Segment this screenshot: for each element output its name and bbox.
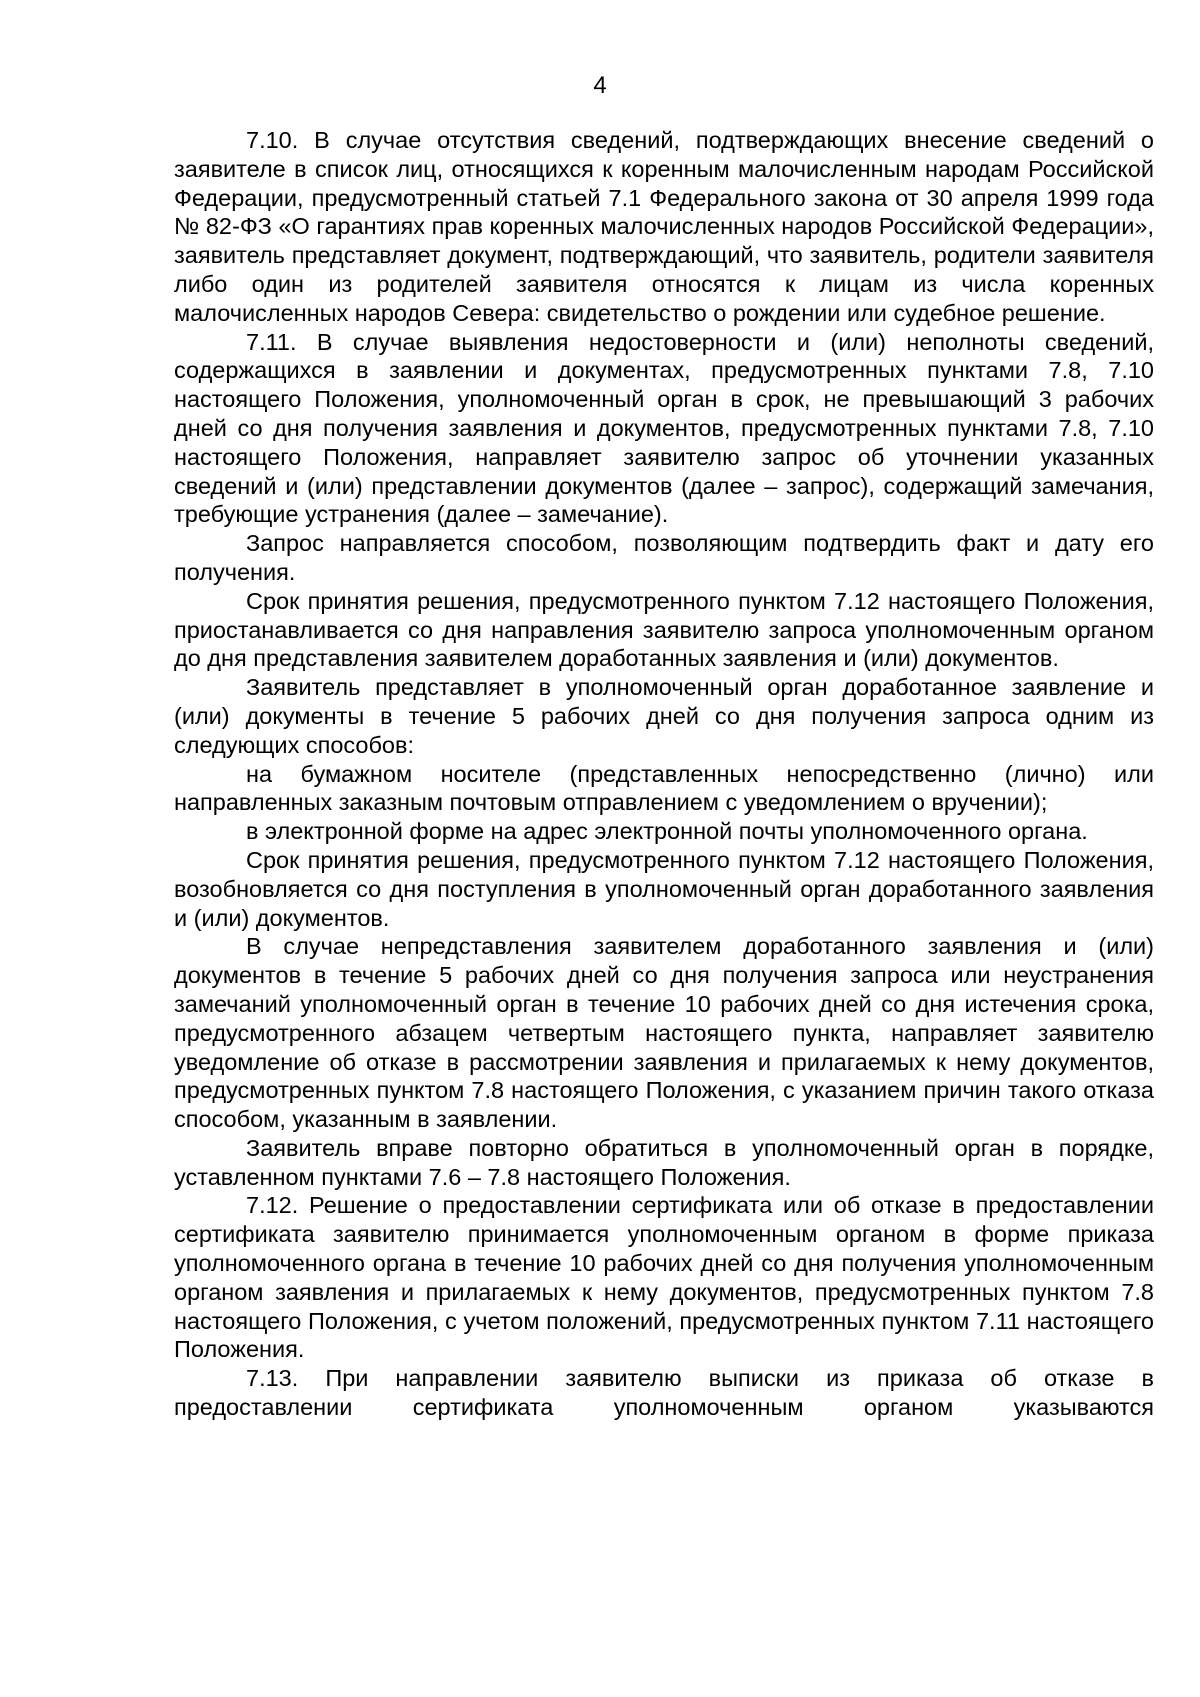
paragraph-text: При направлении заявителю выписки из приказа об отказе в предоставлении сертификата уполномоченным органом указываются <box>174 1365 1154 1421</box>
paragraph-text: на бумажном носителе (представленных непосредственно (лично) или направленных заказным почтовым отправлением с уведомлением о вручении); <box>174 760 1154 816</box>
document-body <box>174 126 1154 1422</box>
paragraph-text: В случае непредставления заявителем доработанного заявления и (или) документов в течение 5 рабочих дней со дня получения запроса или неустранения замечаний уполномоченный орган в течение 10 рабочих дней со дня истечения срока, предусмотренного абзацем четвертым настоящего пункта, направляет заявителю уведомление об отказе в рассмотрении заявления и прилагаемых к нему документов, предусмотренных пунктом 7.8 настоящего Положения, с указанием причин такого отказа способом, указанным в заявлении. <box>174 933 1154 1133</box>
paragraph-request-method <box>174 529 1154 587</box>
paragraph-text: В случае отсутствия сведений, подтверждающих внесение сведений о заявителе в список лиц, относящихся к коренным малочисленным народам Российской Федерации, предусмотренный статьей 7.1 Федерального закона от 30 апреля 1999 года № 82-ФЗ «О гарантиях прав коренных малочисленных народов Российской Федерации», заявитель представляет документ, подтверждающий, что заявитель, родители заявителя либо один из родителей заявителя относятся к лицам из числа коренных малочисленных народов Севера: свидетельство о рождении или судебное решение. <box>174 127 1155 326</box>
paragraph-text: Заявитель вправе повторно обратиться в уполномоченный орган в порядке, уставленном пунктами 7.6 – 7.8 настоящего Положения. <box>174 1134 1154 1190</box>
paragraph-term-resumption <box>174 846 1154 932</box>
paragraph-text: Заявитель представляет в уполномоченный орган доработанное заявление и (или) документы в течение 5 рабочих дней со дня получения запроса одним из следующих способов: <box>174 674 1154 758</box>
paragraph-text: в электронной форме на адрес электронной почты уполномоченного органа. <box>246 818 1088 845</box>
paragraph-7-11 <box>174 328 1154 530</box>
paragraph-paper-medium <box>174 760 1154 818</box>
page-number: 4 <box>593 72 607 99</box>
paragraph-7-13 <box>174 1364 1154 1422</box>
paragraph-reapply <box>174 1134 1154 1192</box>
paragraph-text: Срок принятия решения, предусмотренного пунктом 7.12 настоящего Положения, возобновляется со дня поступления в уполномоченный орган доработанного заявления и (или) документов. <box>174 846 1154 931</box>
paragraph-text: Срок принятия решения, предусмотренного пунктом 7.12 настоящего Положения, приостанавливается со дня направления заявителю запроса уполномоченным органом до дня представления заявителем доработанных заявления и (или) документов. <box>174 587 1154 672</box>
paragraph-text: Запрос направляется способом, позволяющим подтвердить факт и дату его получения. <box>174 530 1154 585</box>
paragraph-text: В случае выявления недостоверности и (или) неполноты сведений, содержащихся в заявлении и документах, предусмотренных пунктами 7.8, 7.10 настоящего Положения, уполномоченный орган в срок, не превышающий 3 рабочих дней со дня получения заявления и документов, предусмотренных пунктами 7.8, 7.10 настоящего Положения, направляет заявителю запрос об уточнении указанных сведений и (или) представлении документов (далее – запрос), содержащий замечания, требующие устранения (далее – замечание). <box>174 328 1155 528</box>
paragraph-number: 7.10. <box>246 127 299 153</box>
paragraph-text: Решение о предоставлении сертификата или об отказе в предоставлении сертификата заявителю принимается уполномоченным органом в форме приказа уполномоченного органа в течение 10 рабочих дней со дня получения уполномоченным органом заявления и прилагаемых к нему документов, предусмотренных пунктом 7.8 настоящего Положения, с учетом положений, предусмотренных пунктом 7.11 настоящего Положения. <box>174 1192 1154 1363</box>
paragraph-electronic-form <box>174 817 1154 846</box>
paragraph-number: 7.11. <box>246 328 297 355</box>
paragraph-7-10 <box>174 126 1154 328</box>
paragraph-applicant-submits <box>174 673 1154 759</box>
paragraph-7-12 <box>174 1191 1154 1364</box>
paragraph-number: 7.13. <box>246 1365 299 1392</box>
paragraph-non-submission <box>174 932 1154 1134</box>
paragraph-term-suspension <box>174 587 1154 673</box>
paragraph-number: 7.12. <box>246 1192 299 1219</box>
